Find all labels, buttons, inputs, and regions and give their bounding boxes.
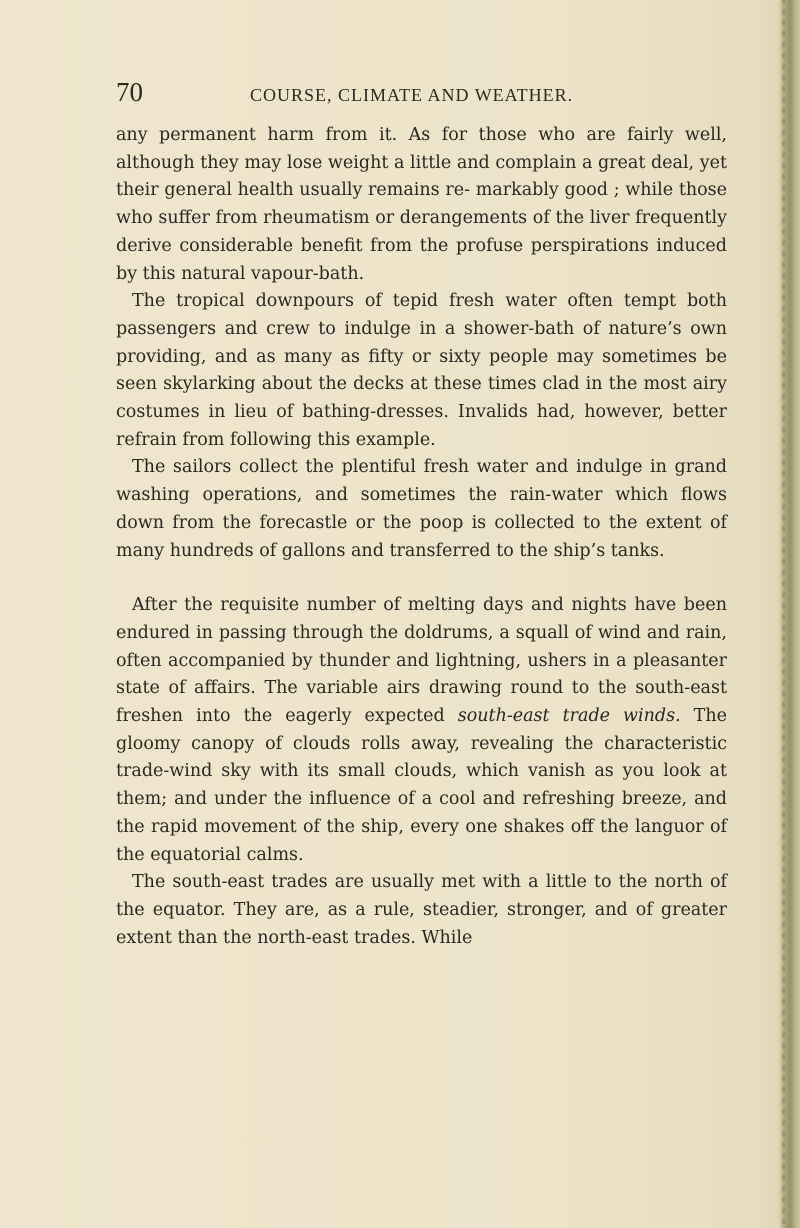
paragraph-tropical-downpours: The tropical downpours of tepid fresh water often tempt both passengers and crew to indulge in a shower-bath of nature’s own providing, and as many as fifty or sixty people may sometimes be seen skylarking about the decks at these times clad in the most airy costumes in lieu of bathing-dresses. Invalids had, however, better refrain from following this example. bbox=[116, 291, 727, 450]
italic-phrase-south-east-trade-winds: south-east trade winds. bbox=[457, 706, 681, 727]
paragraph-sailors-collect: The sailors collect the plentiful fresh water and indulge in grand washing operations, and sometimes the rain-water which flows down from the forecastle or the poop is collected to the extent of many hundreds of gallons and transferred to the ship’s tanks. bbox=[116, 457, 727, 561]
running-head: COURSE, CLIMATE AND WEATHER. bbox=[250, 85, 574, 105]
paragraph-trade-winds-after: The gloomy canopy of clouds rolls away, revealing the characteristic trade-wind sky with its small clouds, which vanish as you look at them; and under the influence of a cool and refreshing breeze, and the rapid movement of the ship, every one shakes off the languor of the equatorial calms. bbox=[116, 706, 727, 865]
paragraph-trade-winds-before: After the requisite number of melting days and nights have been endured in passing through the doldrums, a squall of wind and rain, often accompanied by thunder and lightning, ushers in a pleasanter state of affairs. The variable airs drawing round to the south-east freshen into the eagerly expected bbox=[116, 595, 727, 727]
paragraph-continuation: any permanent harm from it. As for those who are fairly well, although they may lose weight a little and complain a great deal, yet their general health usually remains re- markably good ; while those who suffer from rheumatism or derangements of the liver frequently derive considerable benefit from the profuse perspirations induced by this natural vapour-bath. bbox=[116, 125, 727, 284]
page-header bbox=[116, 79, 727, 115]
paragraph-trade-winds bbox=[116, 592, 727, 869]
page-number: 70 bbox=[116, 77, 143, 107]
body-text bbox=[116, 122, 727, 952]
page-edge-binding bbox=[778, 0, 800, 1228]
paragraph-south-east-trades: The south-east trades are usually met with a little to the north of the equator. They are, as a rule, steadier, stronger, and of greater extent than the north-east trades. While bbox=[116, 872, 727, 948]
